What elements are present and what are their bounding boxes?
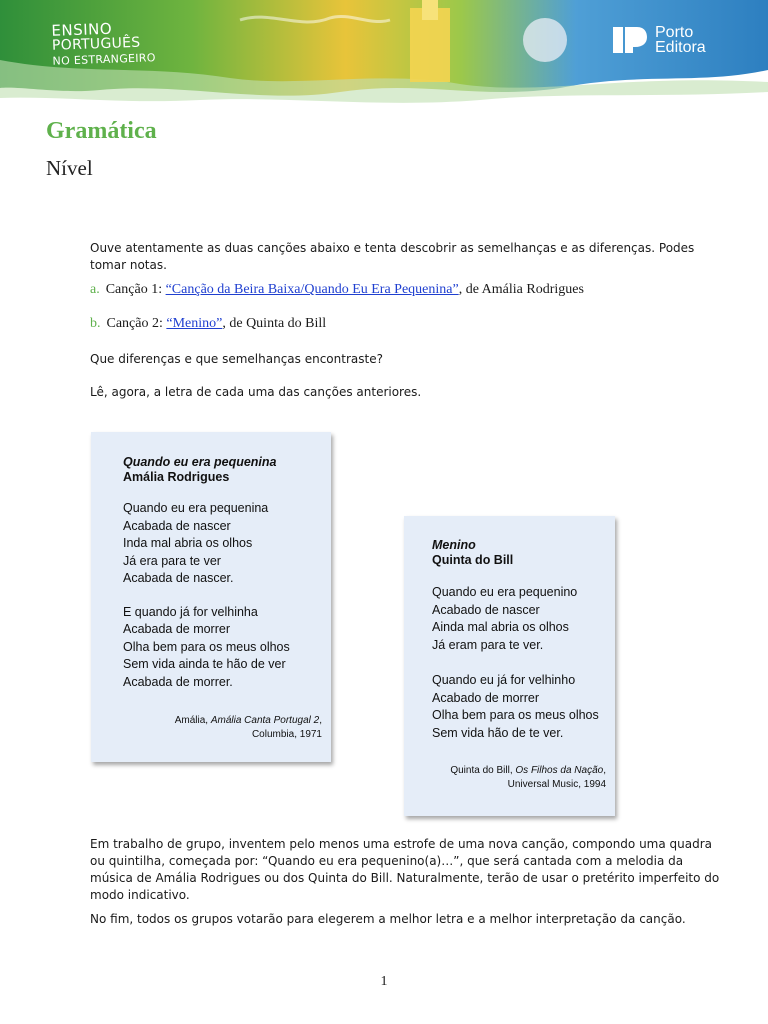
source-album: Amália Canta Portugal 2 bbox=[210, 715, 320, 726]
lyric-line: Já era para te ver bbox=[123, 553, 221, 568]
lyric-line: Inda mal abria os olhos bbox=[123, 536, 253, 550]
lyric-line: Já eram para te ver. bbox=[432, 637, 544, 652]
lyric-line: Acabada de morrer bbox=[123, 622, 231, 636]
task-text: Em trabalho de grupo, inventem pelo menos uma estrofe de uma nova canção, compondo uma quadra ou quintilha, começada por: “Quando eu era pequenino(a)…”, que será cantada com a melodia da música de Amália Rodrigues ou dos Quinta do Bill. Naturalmente, terão de usar o pretérito imperfeito do modo indicativo. bbox=[90, 837, 720, 902]
closing-text: No fim, todos os grupos votarão para elegerem a melhor letra e a melhor interpretação da canção. bbox=[90, 912, 686, 926]
lyric-line: Olha bem para os meus olhos bbox=[432, 708, 599, 722]
card-song-author: Amália Rodrigues bbox=[123, 470, 230, 484]
lyric-line: Acabada de nascer. bbox=[123, 571, 234, 585]
card-source bbox=[406, 764, 606, 792]
lyric-line: Sem vida hão de te ver. bbox=[432, 725, 564, 740]
card-song-author: Quinta do Bill bbox=[432, 553, 514, 567]
song-1-link[interactable]: “Canção da Beira Baixa/Quando Eu Era Pequenina” bbox=[165, 282, 459, 297]
lyric-line: Sem vida ainda te hão de ver bbox=[123, 657, 286, 671]
lyric-line: Acabado de nascer bbox=[432, 602, 540, 617]
song-2-suffix: , de Quinta do Bill bbox=[222, 316, 327, 331]
song-1-prefix: Canção 1: bbox=[105, 282, 163, 297]
instruction-text: Lê, agora, a letra de cada uma das canções anteriores. bbox=[90, 385, 422, 399]
porto-editora-logo bbox=[613, 24, 706, 56]
song-2-link[interactable]: “Menino” bbox=[166, 316, 223, 331]
lyric-line: Acabada de nascer bbox=[123, 518, 231, 533]
song-item-1 bbox=[90, 282, 584, 298]
page-number: 1 bbox=[380, 974, 388, 989]
logo-line-3: NO ESTRANGEIRO bbox=[52, 51, 156, 68]
list-marker: b. bbox=[90, 316, 101, 331]
song-2-prefix: Canção 2: bbox=[106, 316, 163, 331]
lyric-line: Acabado de morrer bbox=[432, 690, 540, 705]
porto-editora-logo-icon bbox=[613, 25, 649, 55]
card-song-title: Quando eu era pequenina bbox=[123, 455, 277, 469]
song-item-2 bbox=[90, 316, 326, 332]
lyrics-card-quinta-do-bill bbox=[404, 516, 615, 816]
logo-line-1: ENSINO bbox=[51, 19, 113, 40]
source-label-year: Columbia, 1971 bbox=[251, 729, 322, 740]
lyric-line: Quando eu já for velhinho bbox=[432, 673, 576, 687]
page-subtitle: Nível bbox=[46, 156, 93, 180]
ensino-portugues-logo bbox=[51, 20, 156, 69]
lyric-line: E quando já for velhinha bbox=[123, 604, 258, 619]
list-marker: a. bbox=[90, 282, 100, 297]
lyric-line: Quando eu era pequenino bbox=[432, 585, 578, 599]
publisher-name-line-2: Editora bbox=[655, 39, 706, 56]
header-banner bbox=[0, 0, 768, 118]
source-label-year: Universal Music, 1994 bbox=[507, 779, 606, 790]
logo-line-2: PORTUGUÊS bbox=[51, 34, 141, 54]
source-album: Os Filhos da Nação bbox=[515, 765, 604, 776]
source-separator: , bbox=[603, 765, 606, 776]
source-separator: , bbox=[319, 715, 322, 726]
source-artist: Quinta do Bill, bbox=[450, 765, 516, 776]
lyric-line: Olha bem para os meus olhos bbox=[123, 639, 290, 654]
question-text: Que diferenças e que semelhanças encontraste? bbox=[90, 352, 383, 366]
card-song-title: Menino bbox=[432, 538, 476, 552]
lyrics-card-amalia bbox=[91, 432, 331, 762]
lyric-line: Ainda mal abria os olhos bbox=[432, 620, 569, 634]
lyric-line: Acabada de morrer. bbox=[123, 674, 233, 689]
publisher-name-line-1: Porto bbox=[655, 24, 694, 41]
song-1-suffix: , de Amália Rodrigues bbox=[458, 282, 584, 297]
lyric-line: Quando eu era pequenina bbox=[123, 501, 269, 515]
source-artist: Amália, bbox=[174, 715, 211, 726]
card-source bbox=[102, 714, 322, 742]
page-title: Gramática bbox=[46, 118, 157, 144]
intro-text: Ouve atentamente as duas canções abaixo e tenta descobrir as semelhanças e as diferenças. Podes tomar notas. bbox=[90, 241, 695, 272]
